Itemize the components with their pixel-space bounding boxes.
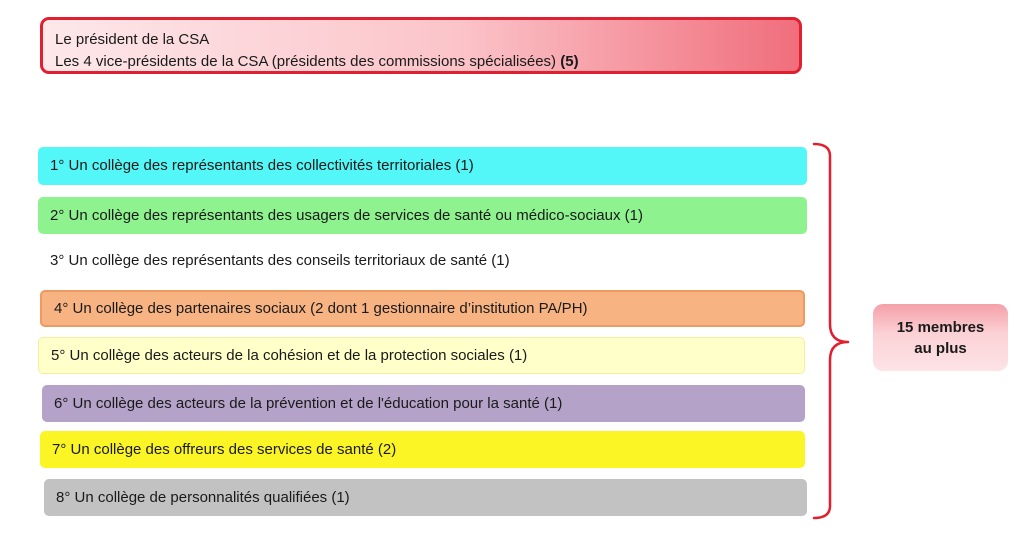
college-1: 1° Un collège des représentants des collectivités territoriales (1)	[38, 147, 807, 185]
college-2: 2° Un collège des représentants des usagers de services de santé ou médico-sociaux (1)	[38, 197, 807, 234]
vice-presidents-label: Les 4 vice-présidents de la CSA (présidents des commissions spécialisées)	[55, 53, 561, 70]
college-6: 6° Un collège des acteurs de la prévention et de l'éducation pour la santé (1)	[42, 385, 805, 422]
college-5: 5° Un collège des acteurs de la cohésion et de la protection sociales (1)	[38, 337, 805, 374]
college-4: 4° Un collège des partenaires sociaux (2 dont 1 gestionnaire d’institution PA/PH)	[40, 290, 805, 327]
right-brace	[812, 140, 862, 524]
vice-presidents-text	[55, 51, 787, 73]
csa-leadership-box	[40, 17, 802, 74]
vice-presidents-count: (5)	[560, 53, 579, 70]
total-members-line1: 15 membres	[896, 318, 985, 336]
brace-path	[814, 144, 848, 518]
college-8: 8° Un collège de personnalités qualifiées (1)	[44, 479, 807, 516]
total-members-line2: au plus	[914, 339, 967, 357]
total-members-badge	[873, 304, 1008, 371]
college-3: 3° Un collège des représentants des conseils territoriaux de santé (1)	[50, 252, 510, 269]
college-7: 7° Un collège des offreurs des services de santé (2)	[40, 431, 805, 468]
president-text: Le président de la CSA	[55, 31, 210, 48]
